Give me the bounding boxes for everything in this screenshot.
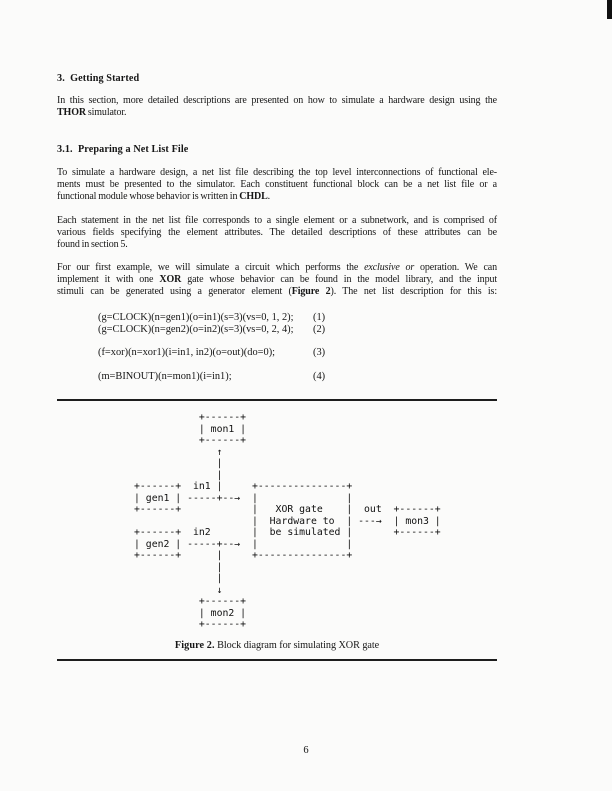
text-segment: . xyxy=(267,191,271,203)
netlist-statement xyxy=(98,347,326,359)
netlist-statement-text: (g=CLOCK)(n=gen2)(o=in2)(s=3)(vs=0, 2, 4); xyxy=(98,324,294,335)
text-segment: functional module whose behavior is written in xyxy=(57,191,240,203)
text-line xyxy=(57,107,497,119)
netlist-statement xyxy=(98,371,326,383)
text-segment: Each statement in the net list file corresponds to a single element or a subnetwork, and is comprised of xyxy=(57,215,497,226)
figure-bottom-rule xyxy=(57,659,497,661)
text-segment: gate whose behavior can be found in the model library, and the input xyxy=(181,274,497,286)
text-line xyxy=(57,191,497,203)
text-segment: In this section, more detailed descriptions are presented on how to simulate a hardware design using the xyxy=(57,95,497,106)
text-segment: XOR xyxy=(159,274,182,286)
text-segment: ). The net list description for this is: xyxy=(330,286,497,298)
paragraph-statements xyxy=(57,215,497,252)
text-line xyxy=(57,167,497,179)
text-line xyxy=(57,274,497,286)
statement-number: (3) xyxy=(313,347,326,358)
text-line xyxy=(57,179,497,191)
text-line xyxy=(57,262,497,274)
text-segment: implement it with one xyxy=(57,274,160,286)
paragraph-netlist-intro xyxy=(57,167,497,204)
text-segment: To simulate a hardware design, a net list file describing the top level interconnections of functional ele- xyxy=(57,167,497,178)
netlist-statement-text: (f=xor)(n=xor1)(i=in1, in2)(o=out)(do=0); xyxy=(98,347,276,358)
statement-number: (4) xyxy=(313,371,326,382)
page-number: 6 xyxy=(303,745,309,756)
text-segment: exclusive or xyxy=(364,262,415,273)
text-segment: For our first example, we will simulate a circuit which performs the xyxy=(57,262,365,273)
text-segment: simulator. xyxy=(85,107,127,119)
scan-corner-mark xyxy=(607,0,612,19)
text-segment: operation. We can xyxy=(414,262,497,273)
text-segment: THOR xyxy=(57,107,86,119)
xor-block-diagram: +------+ | mon1 | +------+ ↑ | | +------+ in1 | +---------------+ | gen1 | -----+--→ | | +------+ | XOR gate | out +------+ | Hardware to | ---→ | mon3 | +------+ in2 | be simulated | +------+ | gen2 | -----+--→ | | +------+ | +---------------+ | | ↓ +------+ | mon2 | +------+ xyxy=(134,412,441,630)
section-heading-getting-started: 3. Getting Started xyxy=(57,73,140,84)
netlist-statement xyxy=(98,312,326,324)
paragraph-intro xyxy=(57,95,497,119)
text-line xyxy=(57,227,497,239)
text-line xyxy=(57,215,497,227)
netlist-statement-text: (g=CLOCK)(n=gen1)(o=in1)(s=3)(vs=0, 1, 2); xyxy=(98,312,294,323)
netlist-statement-text: (m=BINOUT)(n=mon1)(i=in1); xyxy=(98,371,232,382)
statement-number: (1) xyxy=(313,312,326,323)
paragraph-example xyxy=(57,262,497,299)
text-segment: CHDL xyxy=(239,191,268,203)
figure-caption-label: Figure 2. xyxy=(174,640,215,651)
text-segment: found in section 5. xyxy=(57,239,128,251)
text-line xyxy=(57,286,497,298)
text-segment: Figure 2 xyxy=(291,286,331,298)
text-line xyxy=(57,95,497,107)
text-segment: various fields specifying the element attributes. The detailed descriptions of these attributes can be xyxy=(57,227,497,239)
text-line xyxy=(57,239,497,251)
statement-number: (2) xyxy=(313,324,326,335)
netlist-code-listing xyxy=(98,312,438,392)
figure-caption xyxy=(57,640,497,651)
text-segment: ments must be presented to the simulator. Each constituent functional block can be a net list file or a xyxy=(57,179,497,191)
netlist-statement xyxy=(98,324,326,336)
figure-top-rule xyxy=(57,399,497,401)
figure-caption-text: Block diagram for simulating XOR gate xyxy=(214,640,380,651)
text-segment: stimuli can be generated using a generator element ( xyxy=(57,286,292,298)
section-heading-preparing-net-list-file: 3.1. Preparing a Net List File xyxy=(57,144,189,155)
